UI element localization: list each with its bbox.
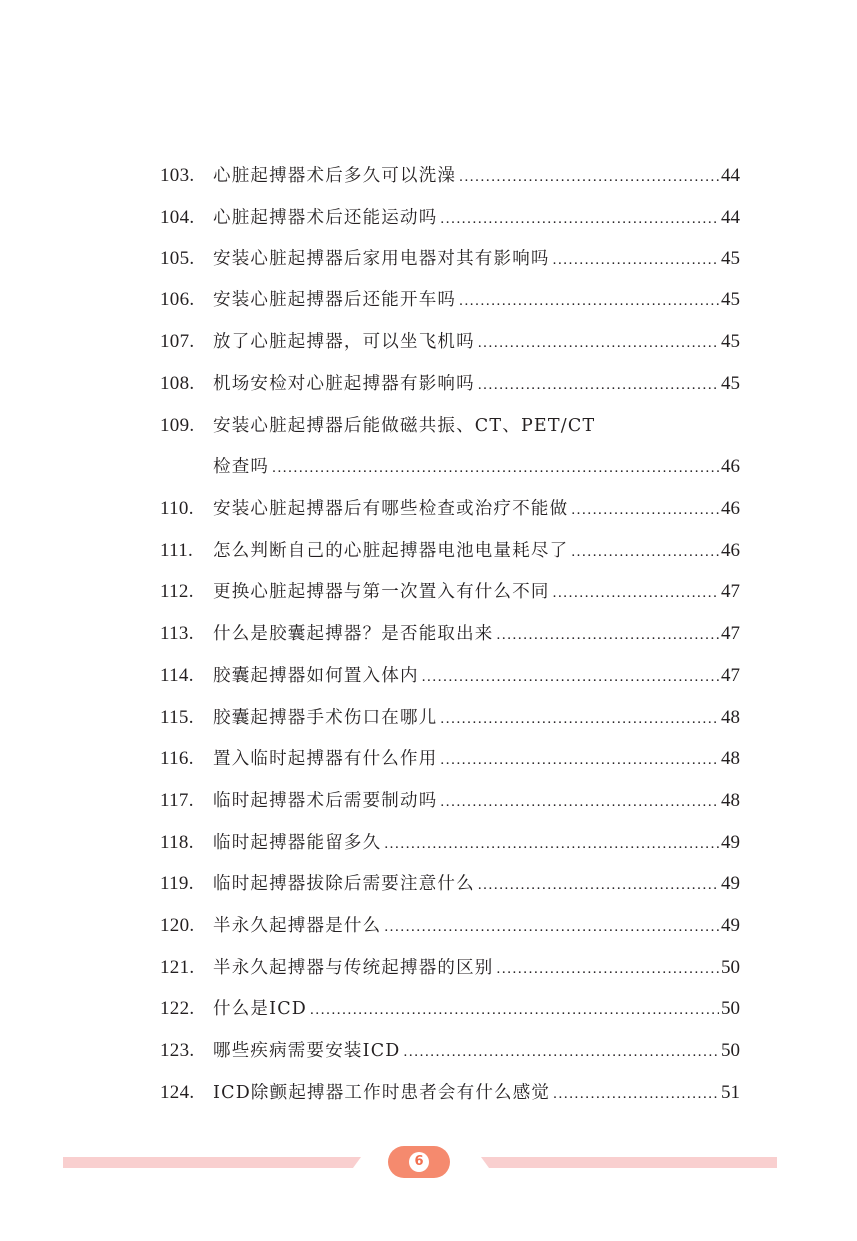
toc-entry[interactable] <box>160 495 740 523</box>
toc-entry-title: 半永久起搏器是什么 <box>213 916 382 936</box>
toc-entry[interactable] <box>160 912 740 940</box>
toc-entry-page: 46 <box>721 456 740 477</box>
toc-entry-number: 108. <box>160 373 195 394</box>
toc-entry-title: 安装心脏起搏器后家用电器对其有影响吗 <box>213 249 550 269</box>
toc-entry-page: 44 <box>721 165 740 186</box>
toc-entry-number: 110. <box>160 498 194 519</box>
toc-entry-title: 安装心脏起搏器后还能开车吗 <box>213 290 457 310</box>
toc-entry-title: 胶囊起搏器如何置入体内 <box>213 666 419 686</box>
toc-entry-title: 临时起搏器术后需要制动吗 <box>213 791 438 811</box>
toc-entry[interactable] <box>160 578 740 606</box>
toc-entry-number: 111. <box>160 540 194 561</box>
toc-entry-page: 48 <box>721 707 740 728</box>
toc-entry-page: 48 <box>721 748 740 769</box>
toc-entry-page: 45 <box>721 331 740 352</box>
toc-entry-title: 安装心脏起搏器后有哪些检查或治疗不能做 <box>213 499 569 519</box>
toc-entry-page: 50 <box>721 1040 740 1061</box>
toc-entry-title: 放了心脏起搏器，可以坐飞机吗 <box>213 332 475 352</box>
toc-dot-leader <box>384 830 719 858</box>
toc-dot-leader <box>459 287 719 315</box>
toc-entry-page: 49 <box>721 915 740 936</box>
toc-entry-page: 49 <box>721 832 740 853</box>
toc-entry-title: 临时起搏器能留多久 <box>213 833 382 853</box>
toc-entry-title: ICD除颤起搏器工作时患者会有什么感觉 <box>213 1083 551 1103</box>
toc-entry-number: 115. <box>160 707 194 728</box>
toc-dot-leader <box>384 913 719 941</box>
toc-entry[interactable] <box>160 954 740 982</box>
toc-entry-number: 117. <box>160 790 194 811</box>
toc-entry-number: 114. <box>160 665 194 686</box>
toc-entry-title: 胶囊起搏器手术伤口在哪儿 <box>213 708 438 728</box>
toc-dot-leader <box>553 246 719 274</box>
toc-entry-number: 119. <box>160 873 194 894</box>
toc-entry[interactable] <box>160 787 740 815</box>
toc-entry-number: 107. <box>160 331 195 352</box>
toc-entry-number: 104. <box>160 207 195 228</box>
toc-entry-number: 120. <box>160 915 195 936</box>
toc-dot-leader <box>310 996 719 1024</box>
toc-entry-page: 45 <box>721 248 740 269</box>
toc-entry-title: 机场安检对心脏起搏器有影响吗 <box>213 374 475 394</box>
toc-entry-page: 45 <box>721 289 740 310</box>
toc-entry[interactable] <box>160 245 740 273</box>
toc-entry-page: 51 <box>721 1082 740 1103</box>
toc-entry-title: 安装心脏起搏器后能做磁共振、CT、PET/CT <box>213 416 596 436</box>
toc-entry[interactable] <box>160 162 740 190</box>
toc-dot-leader <box>440 205 719 233</box>
toc-entry-number: 113. <box>160 623 194 644</box>
toc-entry-page: 47 <box>721 665 740 686</box>
toc-entry-page: 47 <box>721 623 740 644</box>
toc-entry-page: 44 <box>721 207 740 228</box>
toc-dot-leader <box>478 871 719 899</box>
toc-entry[interactable] <box>160 537 740 565</box>
toc-entry-page: 50 <box>721 957 740 978</box>
toc-entry-page: 48 <box>721 790 740 811</box>
page-number: 6 <box>409 1152 429 1172</box>
toc-entry[interactable] <box>160 995 740 1023</box>
toc-dot-leader <box>459 163 719 191</box>
toc-entry-page: 45 <box>721 373 740 394</box>
toc-dot-leader <box>571 538 719 566</box>
toc-dot-leader <box>553 1080 719 1108</box>
toc-entry-title: 心脏起搏器术后多久可以洗澡 <box>213 166 457 186</box>
toc-entry-number: 121. <box>160 957 195 978</box>
toc-entry-page: 50 <box>721 998 740 1019</box>
toc-entry-page: 49 <box>721 873 740 894</box>
toc-entry-number: 124. <box>160 1082 195 1103</box>
toc-dot-leader <box>440 746 719 774</box>
toc-dot-leader <box>497 955 720 983</box>
toc-entry[interactable] <box>160 745 740 773</box>
toc-dot-leader <box>571 496 719 524</box>
toc-entry-number: 106. <box>160 289 195 310</box>
toc-entry-number: 116. <box>160 748 194 769</box>
toc-entry-page: 46 <box>721 498 740 519</box>
toc-entry-title: 什么是胶囊起搏器？是否能取出来 <box>213 624 494 644</box>
toc-dot-leader <box>440 788 719 816</box>
toc-entry-number: 105. <box>160 248 195 269</box>
toc-dot-leader <box>272 454 719 482</box>
toc-dot-leader <box>478 371 719 399</box>
toc-entry-number: 112. <box>160 581 194 602</box>
toc-entry-title: 哪些疾病需要安装ICD <box>213 1041 401 1061</box>
toc-entry-page: 47 <box>721 581 740 602</box>
toc-entry-continuation[interactable] <box>160 453 740 481</box>
toc-entry-number: 122. <box>160 998 195 1019</box>
toc-entry-title: 半永久起搏器与传统起搏器的区别 <box>213 958 494 978</box>
toc-entry-title: 什么是ICD <box>213 999 308 1019</box>
toc-entry-title: 置入临时起搏器有什么作用 <box>213 749 438 769</box>
toc-dot-leader <box>497 621 720 649</box>
toc-entry[interactable] <box>160 412 740 440</box>
toc-entry-title: 怎么判断自己的心脏起搏器电池电量耗尽了 <box>213 541 569 561</box>
toc-entry[interactable] <box>160 1037 740 1065</box>
toc-entry-title: 更换心脏起搏器与第一次置入有什么不同 <box>213 582 550 602</box>
toc-entry[interactable] <box>160 370 740 398</box>
toc-entry[interactable] <box>160 328 740 356</box>
toc-entry[interactable] <box>160 829 740 857</box>
toc-entry[interactable] <box>160 620 740 648</box>
toc-entry-page: 46 <box>721 540 740 561</box>
toc-entry[interactable] <box>160 870 740 898</box>
toc-dot-leader <box>440 705 719 733</box>
toc-entry[interactable] <box>160 704 740 732</box>
toc-dot-leader <box>553 579 719 607</box>
page-number-badge <box>388 1146 450 1178</box>
toc-dot-leader <box>422 663 719 691</box>
toc-entry[interactable] <box>160 286 740 314</box>
toc-entry-number: 123. <box>160 1040 195 1061</box>
toc-dot-leader <box>404 1038 719 1066</box>
toc-entry[interactable] <box>160 1079 740 1107</box>
toc-entry-number: 103. <box>160 165 195 186</box>
toc-entry-title: 心脏起搏器术后还能运动吗 <box>213 208 438 228</box>
toc-entry[interactable] <box>160 662 740 690</box>
toc-entry-title: 临时起搏器拔除后需要注意什么 <box>213 874 475 894</box>
footer-decor-bar-right <box>481 1157 777 1168</box>
footer-decor-bar-left <box>63 1157 361 1168</box>
toc-dot-leader <box>478 329 719 357</box>
toc-entry-number: 118. <box>160 832 194 853</box>
toc-entry-number: 109. <box>160 415 195 436</box>
toc-entry[interactable] <box>160 204 740 232</box>
toc-entry-title-continuation: 检查吗 <box>213 457 270 477</box>
